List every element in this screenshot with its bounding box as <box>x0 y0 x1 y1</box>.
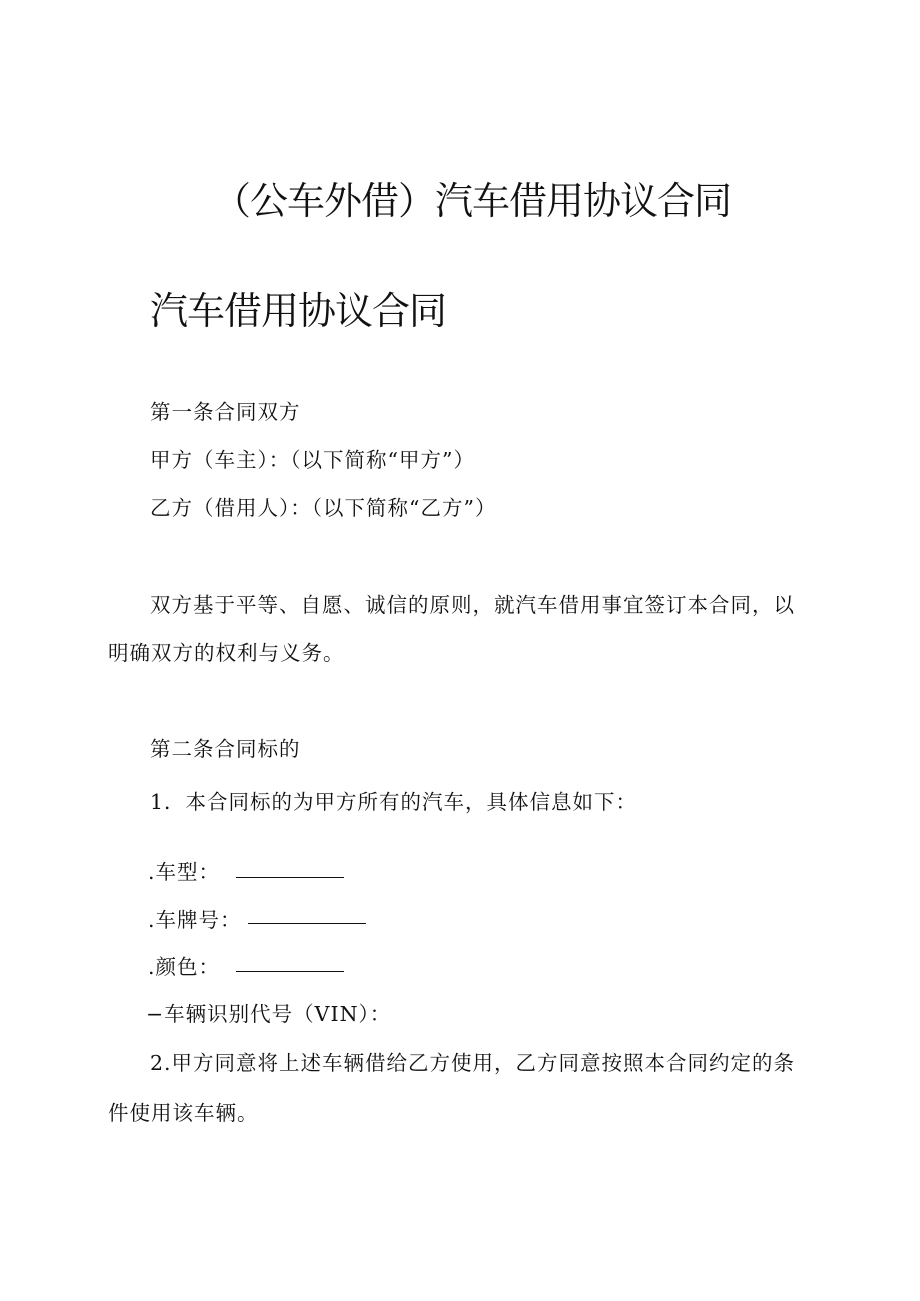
party-b-line: 乙方（借用人）：（以下简称“乙方”） <box>150 496 497 520</box>
field-label: .车牌号： <box>148 908 242 932</box>
field-vin <box>146 997 391 1027</box>
clause-2-line-1: 2.甲方同意将上述车辆借给乙方使用，乙方同意按照本合同约定的条 <box>150 1051 796 1075</box>
field-color <box>148 950 220 980</box>
field-plate-number <box>148 903 242 933</box>
intro-line-2: 明确双方的权利与义务。 <box>108 641 345 665</box>
field-label: −车辆识别代号（VIN）： <box>146 1002 392 1026</box>
clause-1: 1．本合同标的为甲方所有的汽车，具体信息如下： <box>150 790 638 814</box>
main-title: （公车外借）汽车借用协议合同 <box>213 179 732 223</box>
party-a-line: 甲方（车主）：（以下简称“甲方”） <box>150 448 475 472</box>
color-blank <box>236 970 344 972</box>
intro-line-1: 双方基于平等、自愿、诚信的原则，就汽车借用事宜签订本合同，以 <box>150 593 795 617</box>
vehicle-model-blank <box>236 876 344 878</box>
clause-2-line-2: 件使用该车辆。 <box>108 1101 259 1125</box>
article1-heading: 第一条合同双方 <box>150 400 301 424</box>
subtitle: 汽车借用协议合同 <box>150 289 447 333</box>
field-vehicle-model <box>148 855 220 885</box>
field-label: .颜色： <box>148 955 221 979</box>
article2-heading: 第二条合同标的 <box>150 737 301 761</box>
plate-number-blank <box>248 922 366 924</box>
field-label: .车型： <box>148 860 221 884</box>
